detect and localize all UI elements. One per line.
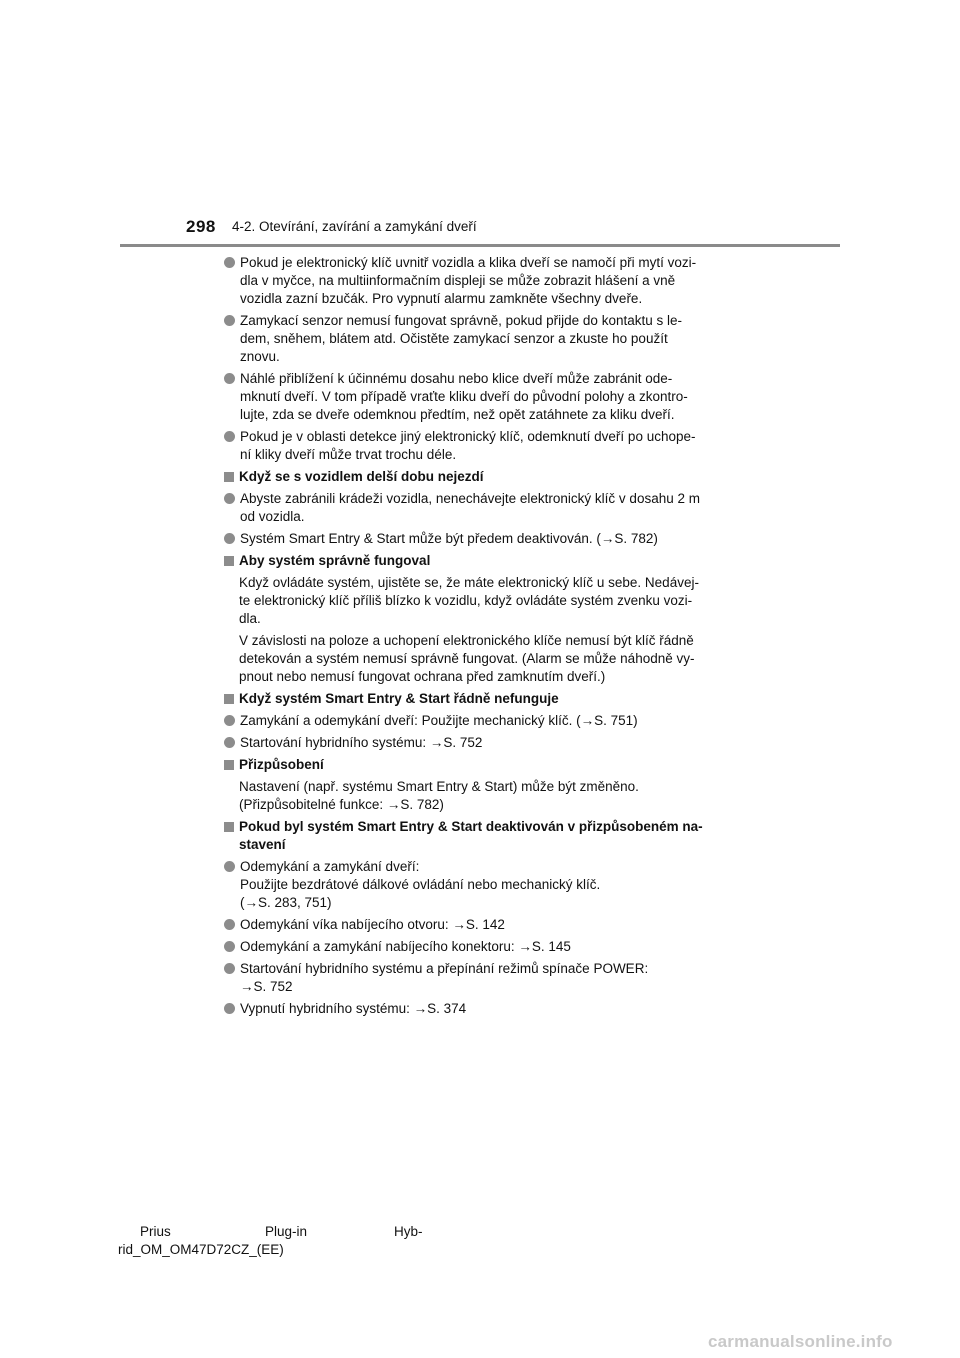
text-line: →S. 752 — [240, 979, 293, 994]
bullet-item — [224, 734, 753, 752]
bullet-dot-icon — [224, 493, 235, 504]
bullet-dot-icon — [224, 715, 235, 726]
square-bullet-icon — [224, 694, 234, 704]
section-heading — [224, 690, 753, 708]
text-line: dla. — [239, 611, 261, 626]
bullet-item — [224, 858, 753, 912]
text-line: V závislosti na poloze a uchopení elektronického klíče nemusí být klíč řádně — [239, 633, 694, 648]
page-number: 298 — [186, 217, 216, 236]
text-line: znovu. — [240, 349, 280, 364]
bullet-dot-icon — [224, 861, 235, 872]
text-line: Zamykání a odemykání dveří: Použijte mechanický klíč. (→S. 751) — [240, 713, 638, 728]
text-line: dla v myčce, na multiinformačním displeji se může zobrazit hlášení a vně — [240, 273, 676, 288]
bullet-dot-icon — [224, 919, 235, 930]
heading-text: Pokud byl systém Smart Entry & Start deaktivován v přizpůsobeném na- — [239, 819, 703, 834]
text-line: vozidla zazní bzučák. Pro vypnutí alarmu zamkněte všechny dveře. — [240, 291, 643, 306]
text-line: Pokud je elektronický klíč uvnitř vozidla a klika dveří se namočí při mytí vozi- — [240, 255, 697, 270]
paragraph — [224, 778, 753, 814]
bullet-item — [224, 370, 753, 424]
heading-text: stavení — [239, 837, 286, 852]
bullet-dot-icon — [224, 431, 235, 442]
bullet-item — [224, 312, 753, 366]
footer-line — [118, 1223, 438, 1241]
bullet-dot-icon — [224, 533, 235, 544]
text-line: (→S. 283, 751) — [240, 895, 332, 910]
square-bullet-icon — [224, 760, 234, 770]
bullet-item — [224, 938, 753, 956]
bullet-dot-icon — [224, 941, 235, 952]
text-line: mknutí dveří. V tom případě vraťte kliku dveří do původní polohy a zkontro- — [240, 389, 688, 404]
page-content — [224, 254, 753, 1022]
text-line: Odemykání a zamykání nabíjecího konektoru: →S. 145 — [240, 939, 571, 954]
bullet-item — [224, 916, 753, 934]
section-heading — [224, 756, 753, 774]
section-heading — [224, 818, 753, 854]
text-line: pnout nebo nemusí fungovat ochrana před zamknutím dveří.) — [239, 669, 606, 684]
bullet-item — [224, 428, 753, 464]
text-line: Systém Smart Entry & Start může být předem deaktivován. (→S. 782) — [240, 531, 658, 546]
heading-text: Aby systém správně fungoval — [239, 553, 431, 568]
square-bullet-icon — [224, 472, 234, 482]
square-bullet-icon — [224, 556, 234, 566]
text-line: Náhlé přiblížení k účinnému dosahu nebo klice dveří může zabránit ode- — [240, 371, 673, 386]
bullet-dot-icon — [224, 315, 235, 326]
text-line: ní kliky dveří může trvat trochu déle. — [240, 447, 457, 462]
bullet-item — [224, 1000, 753, 1018]
text-line: Vypnutí hybridního systému: →S. 374 — [240, 1001, 467, 1016]
footer-line: rid_OM_OM47D72CZ_(EE) — [118, 1242, 284, 1257]
heading-text: Když se s vozidlem delší dobu nejezdí — [239, 469, 484, 484]
text-line: (Přizpůsobitelné funkce: →S. 782) — [239, 797, 444, 812]
footer — [118, 1223, 438, 1259]
text-line: Startování hybridního systému: →S. 752 — [240, 735, 483, 750]
text-line: te elektronický klíč příliš blízko k vozidlu, když ovládáte systém zvenku vozi- — [239, 593, 693, 608]
text-line: Když ovládáte systém, ujistěte se, že máte elektronický klíč u sebe. Nedávej- — [239, 575, 699, 590]
text-line: Abyste zabránili krádeži vozidla, nenechávejte elektronický klíč v dosahu 2 m — [240, 491, 700, 506]
text-line: Odemykání a zamykání dveří: — [240, 859, 420, 874]
heading-text: Když systém Smart Entry & Start řádně nefunguje — [239, 691, 559, 706]
text-line: Nastavení (např. systému Smart Entry & Start) může být změněno. — [239, 779, 639, 794]
text-line: Zamykací senzor nemusí fungovat správně, pokud přijde do kontaktu s le- — [240, 313, 682, 328]
bullet-dot-icon — [224, 373, 235, 384]
bullet-dot-icon — [224, 1003, 235, 1014]
bullet-item — [224, 712, 753, 730]
footer-word: Hyb- — [394, 1224, 423, 1239]
section-heading — [224, 468, 753, 486]
bullet-dot-icon — [224, 737, 235, 748]
text-line: Pokud je v oblasti detekce jiný elektronický klíč, odemknutí dveří po uchope- — [240, 429, 696, 444]
section-heading — [224, 552, 753, 570]
bullet-dot-icon — [224, 963, 235, 974]
bullet-dot-icon — [224, 257, 235, 268]
bullet-item — [224, 960, 753, 996]
text-line: od vozidla. — [240, 509, 305, 524]
heading-text: Přizpůsobení — [239, 757, 324, 772]
text-line: Použijte bezdrátové dálkové ovládání nebo mechanický klíč. — [240, 877, 601, 892]
text-line: dem, sněhem, blátem atd. Očistěte zamykací senzor a zkuste ho použít — [240, 331, 668, 346]
paragraph — [224, 574, 753, 628]
header-rule — [120, 244, 840, 247]
section-title: 4-2. Otevírání, zavírání a zamykání dveří — [232, 219, 477, 234]
text-line: lujte, zda se dveře odemknou předtím, než opět zatáhnete za kliku dveří. — [240, 407, 675, 422]
bullet-item — [224, 530, 753, 548]
square-bullet-icon — [224, 822, 234, 832]
bullet-item — [224, 490, 753, 526]
footer-word: Plug-in — [265, 1224, 308, 1239]
text-line: detekován a systém nemusí správně fungovat. (Alarm se může náhodně vy- — [239, 651, 695, 666]
paragraph — [224, 632, 753, 686]
bullet-item — [224, 254, 753, 308]
text-line: Odemykání víka nabíjecího otvoru: →S. 142 — [240, 917, 505, 932]
footer-word: Prius — [140, 1224, 171, 1239]
text-line: Startování hybridního systému a přepínání režimů spínače POWER: — [240, 961, 649, 976]
watermark: carmanualsonline.info — [708, 1332, 893, 1351]
